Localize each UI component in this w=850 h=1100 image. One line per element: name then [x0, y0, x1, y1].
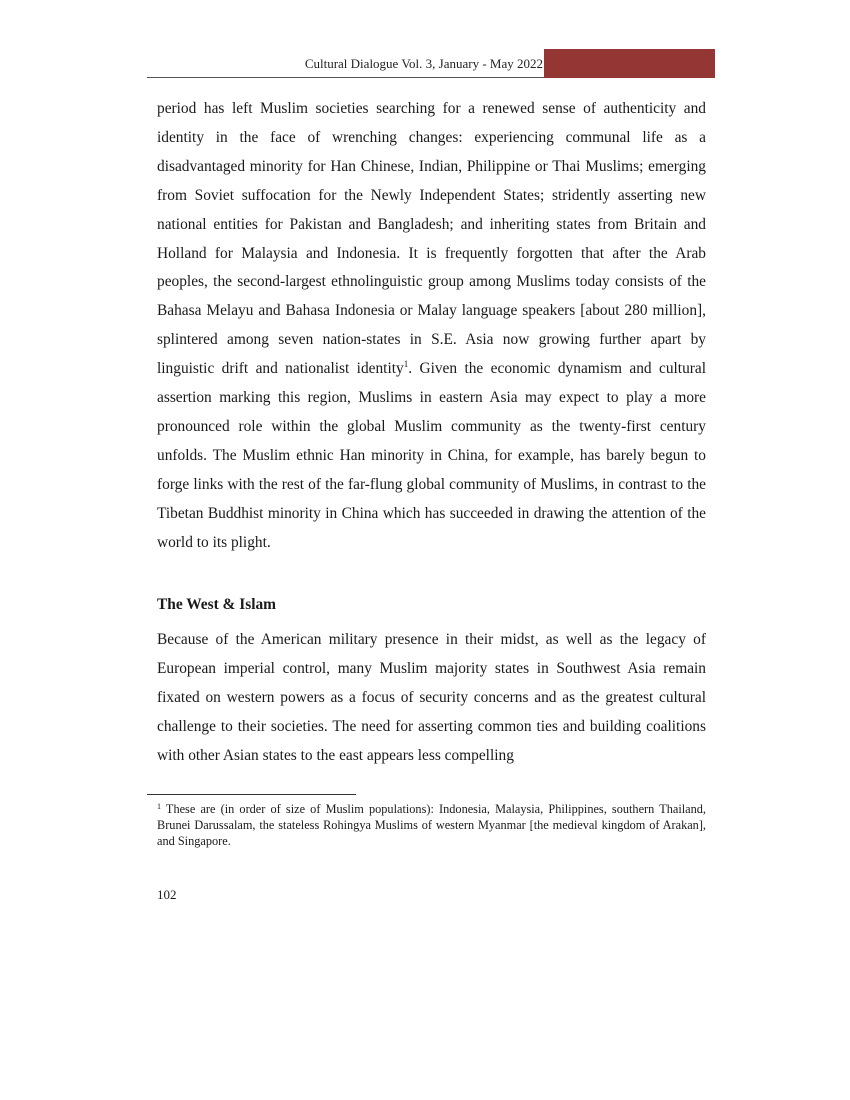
paragraph-text-continued: . Given the economic dynamism and cultural assertion marking this region, Muslims in eastern Asia may expect to play a more pronounced role within the global Muslim community as the twenty-first century unfolds. The Muslim ethnic Han minority in China, for example, has barely begun to forge links with the rest of the far-flung global community of Muslims, in contrast to the Tibetan Buddhist minority in China which has succeeded in drawing the attention of the world to its plight.	[157, 360, 706, 551]
footnote	[157, 801, 706, 849]
section-heading: The West & Islam	[157, 596, 276, 613]
body-paragraph-1	[157, 95, 706, 558]
journal-title: Cultural Dialogue Vol. 3, January - May 2022	[304, 56, 543, 71]
body-paragraph-2: Because of the American military presence in their midst, as well as the legacy of European imperial control, many Muslim majority states in Southwest Asia remain fixated on western powers as a focus of security concerns and as the greatest cultural challenge to their societies. The need for asserting common ties and building coalitions with other Asian states to the east appears less compelling	[157, 631, 706, 764]
footnote-separator	[147, 794, 356, 795]
header-accent-block	[544, 49, 715, 78]
footnote-reference[interactable]: 1	[403, 359, 409, 370]
footnote-text: These are (in order of size of Muslim populations): Indonesia, Malaysia, Philippines, southern Thailand, Brunei Darussalam, the stateless Rohingya Muslims of western Myanmar [the medieval kingdom of Arakan], and Singapore.	[157, 802, 706, 848]
running-header	[147, 49, 715, 79]
footnote-number: 1	[157, 802, 161, 811]
paragraph-text: period has left Muslim societies searching for a renewed sense of authenticity and identity in the face of wrenching changes: experiencing communal life as a disadvantaged minority for Han Chinese, Indian, Philippine or Thai Muslims; emerging from Soviet suffocation for the Newly Independent States; stridently asserting new national entities for Pakistan and Bangladesh; and inheriting states from Britain and Holland for Malaysia and Indonesia. It is frequently forgotten that after the Arab peoples, the second-largest ethnolinguistic group among Muslims today consists of the Bahasa Melayu and Bahasa Indonesia or Malay language speakers [about 280 million], splintered among seven nation-states in S.E. Asia now growing further apart by linguistic drift and nationalist identity	[157, 100, 706, 378]
header-rule	[147, 77, 544, 78]
page-number: 102	[157, 887, 177, 902]
